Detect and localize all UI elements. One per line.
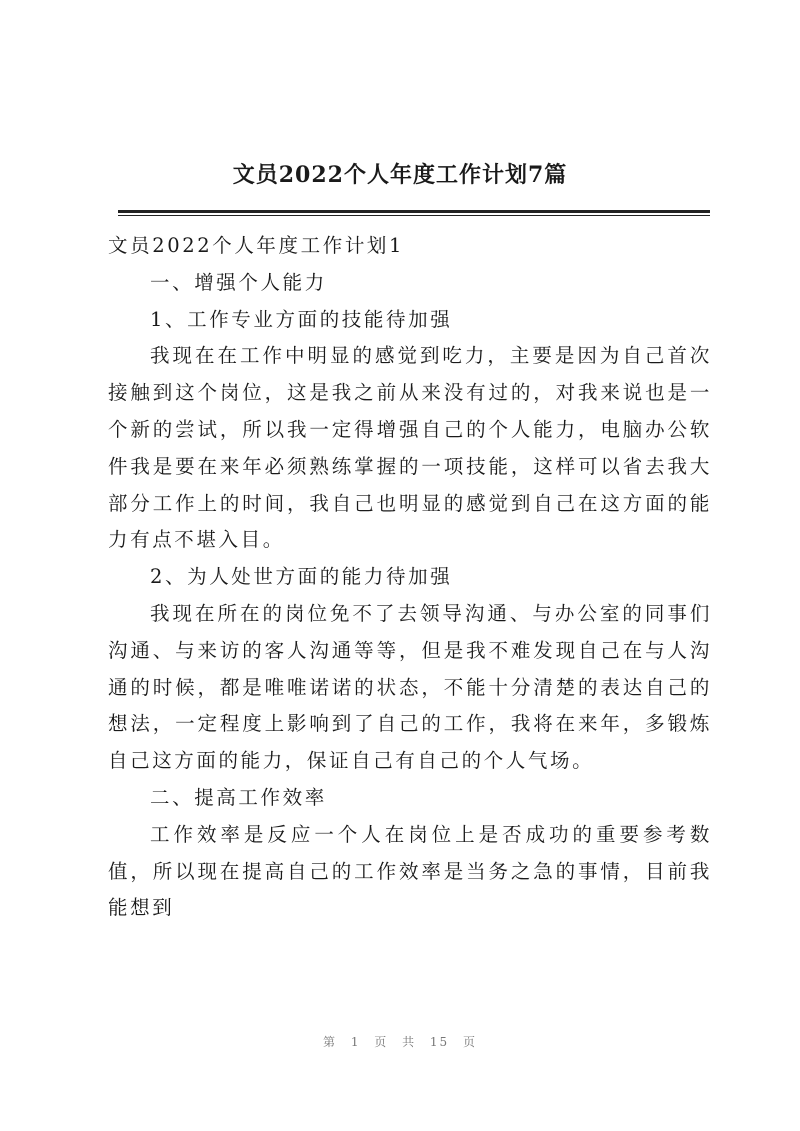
page-number-footer: 第 1 页 共 15 页 xyxy=(323,1035,477,1049)
subheading: 二、提高工作效率 xyxy=(150,785,327,809)
body-paragraph: 我现在在工作中明显的感觉到吃力，主要是因为自己首次接触到这个岗位，这是我之前从来没有过的，对我来说也是一个新的尝试，所以我一定得增强自己的个人能力，电脑办公软件我是要在来年必须熟练掌握的一项技能，这样可以省去我大部分工作上的时间，我自己也明显的感觉到自己在这方面的能力有点不堪入目。 xyxy=(108,344,712,552)
subheading: 1、工作专业方面的技能待加强 xyxy=(150,307,453,331)
subheading: 2、为人处世方面的能力待加强 xyxy=(150,565,453,589)
body-paragraph: 工作效率是反应一个人在岗位上是否成功的重要参考数值，所以现在提高自己的工作效率是当务之急的事情，目前我能想到 xyxy=(108,822,712,920)
title-underline xyxy=(118,210,710,213)
section-heading: 文员2022个人年度工作计划1 xyxy=(108,234,405,257)
document-title: 文员2022个人年度工作计划7篇 xyxy=(232,162,568,188)
document-body xyxy=(108,228,712,927)
body-paragraph: 我现在所在的岗位免不了去领导沟通、与办公室的同事们沟通、与来访的客人沟通等等，但是我不难发现自己在与人沟通的时候，都是唯唯诺诺的状态，不能十分清楚的表达自己的想法，一定程度上影响到了自己的工作，我将在来年，多锻炼自己这方面的能力，保证自己有自己的个人气场。 xyxy=(108,601,712,773)
subheading: 一、增强个人能力 xyxy=(150,270,327,294)
